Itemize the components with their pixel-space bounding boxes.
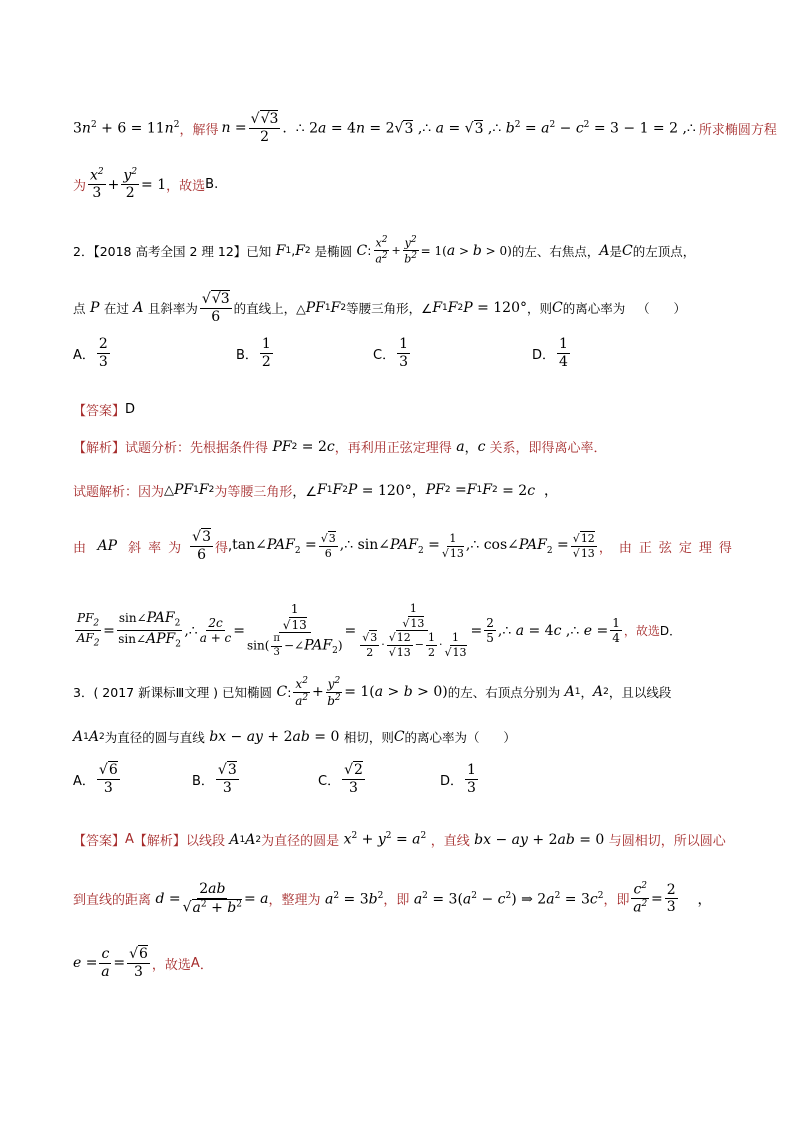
- q2-slope-line: 由 AP 斜率为 $\frac{√3}{6}$ 得 , $\tan\angle PAF_2$ = $\frac{√3}{6}$ ,∴ $\sin\angle PAF_2$ = $\frac{1}{√13}$ ,∴ $\cos\angle PAF_2$ = $\frac{√12}{√13}$ ，由正弦定理得: [73, 529, 739, 563]
- q3-final-choice: A: [190, 955, 200, 971]
- q3-distance-line: 到直线的距离 d = $\frac{2ab}{√a^2 + b^2}$ = a ，整理为 $a^2 = 3b^2$ ，即 $a^2 = 3(a^2 - c^2)$ ⇒ $2a^2 = 3c^2$ ，即 $\frac{c^2}{a^2}$ = $\frac{2}{3}$ ，: [73, 881, 712, 916]
- n-value-fraction: $\frac{√√3}{2}$: [250, 111, 279, 145]
- q2-answer-value: D: [125, 402, 136, 417]
- conclusion-text: 所求椭圆方程: [698, 122, 777, 138]
- solution-line-1: $3n^2 + 6 = 11n^2$ ，解得 n = $\frac{√√3}{2}$ . ∴ 2a = 4n = 2√3 ,∴ a = √3 ,∴ $b^2 = a^2 - c^2 = 3 - 1 = 2$ ,∴ 所求椭圆方程: [73, 111, 777, 145]
- slope-fraction: $\frac{√√3}{6}$: [201, 291, 230, 325]
- solution-line-2: 为 $\frac{x^2}{3}$ + $\frac{y^2}{2}$ = 1 ，故选 B .: [73, 167, 219, 202]
- q3-answer-value: A: [125, 832, 134, 847]
- q3-eccentricity-line: e = $\frac{c}{a}$ = $\frac{√6}{3}$ ，故选 A ．: [73, 946, 213, 980]
- answer-choice: B: [205, 177, 215, 193]
- q2-analysis: 【解析】 试题分析：先根据条件得 PF 2 = 2c ，再利用正弦定理得 a ， c 关系，即得离心率．: [73, 438, 607, 456]
- q3-option-a[interactable]: A． $\frac{√6}{3}$: [73, 762, 118, 796]
- q2-answer: 【答案】 D: [73, 402, 136, 419]
- q2-stem-line-2: 点 P 在过 A 且斜率为 $\frac{√√3}{6}$ 的直线上，△ PF 1 F 2 等腰三角形，∠ F 1 F 2 P = 120° ，则 C 的离心率为 （ ）: [73, 291, 686, 325]
- q3-stem-line-1: 3．( 2017 新课标Ⅲ文理 ) 已知椭圆 C : $\frac{x^2}{a^2}$ + $\frac{y^2}{b^2}$ = 1(a > b > 0) 的左、右顶点分别为 A 1 ， A 2 ，且以线段: [73, 676, 672, 708]
- q3-option-b[interactable]: B． $\frac{√3}{3}$: [192, 762, 237, 796]
- q2-stem-line-1: 2．【2018 高考全国 2 理 12】已知 F 1 , F 2 是椭圆 C : $\frac{x^2}{a^2}$ + $\frac{y^2}{b^2}$ = 1(a > b > 0) 的左、右焦点， A 是 C 的左顶点，: [73, 235, 696, 266]
- q2-detail: 试题解析：因为 △ PF 1 F 2 为等腰三角形 ，∠ F 1 F 2 P = 120°， PF 2 = F 1 F 2 = 2c ，: [73, 482, 558, 500]
- q2-option-d[interactable]: D． $\frac{1}{4}$: [532, 336, 568, 370]
- q3-stem-line-2: A 1 A 2 为直径的圆与直线 bx − ay + 2ab = 0 相切，则 C 的离心率为（ ）: [73, 729, 516, 745]
- q2-option-c[interactable]: C． $\frac{1}{3}$: [373, 336, 408, 370]
- q2-option-a[interactable]: A． $\frac{2}{3}$: [73, 336, 108, 370]
- q3-option-c[interactable]: C． $\frac{√2}{3}$: [318, 762, 363, 796]
- q2-option-b[interactable]: B． $\frac{1}{2}$: [236, 336, 271, 370]
- q3-option-d[interactable]: D． $\frac{1}{3}$: [440, 762, 476, 796]
- q2-final-line: $\frac{PF_2}{AF_2}$ = $\frac{\sin\angle PAF_2}{\sin\angle APF_2}$ ,∴ $\frac{2c}{a + c}$ = $\frac{1}{√13}$ sin( $\frac{\pi}{3}$ $-\angle PAF_2$) = $\frac{1}{√13}$ $\frac{√3}{2}$ · $\frac{√12}{√13}$ − $\frac{1}{2}$ · $\frac{1}{√13}$ = $\frac{2}{5}$ ,∴ a = 4c ,∴ e = $\frac{1}{4}$ ，故选 D ．: [76, 602, 682, 659]
- q3-answer-line: 【答案】 A 【解析】 以线段 A 1 A 2 为直径的圆是 $x^2 + y^2 = a^2$ ，直线 bx − ay + 2ab = 0 与圆相切，所以圆心: [73, 831, 726, 849]
- q2-final-choice: D: [659, 623, 670, 638]
